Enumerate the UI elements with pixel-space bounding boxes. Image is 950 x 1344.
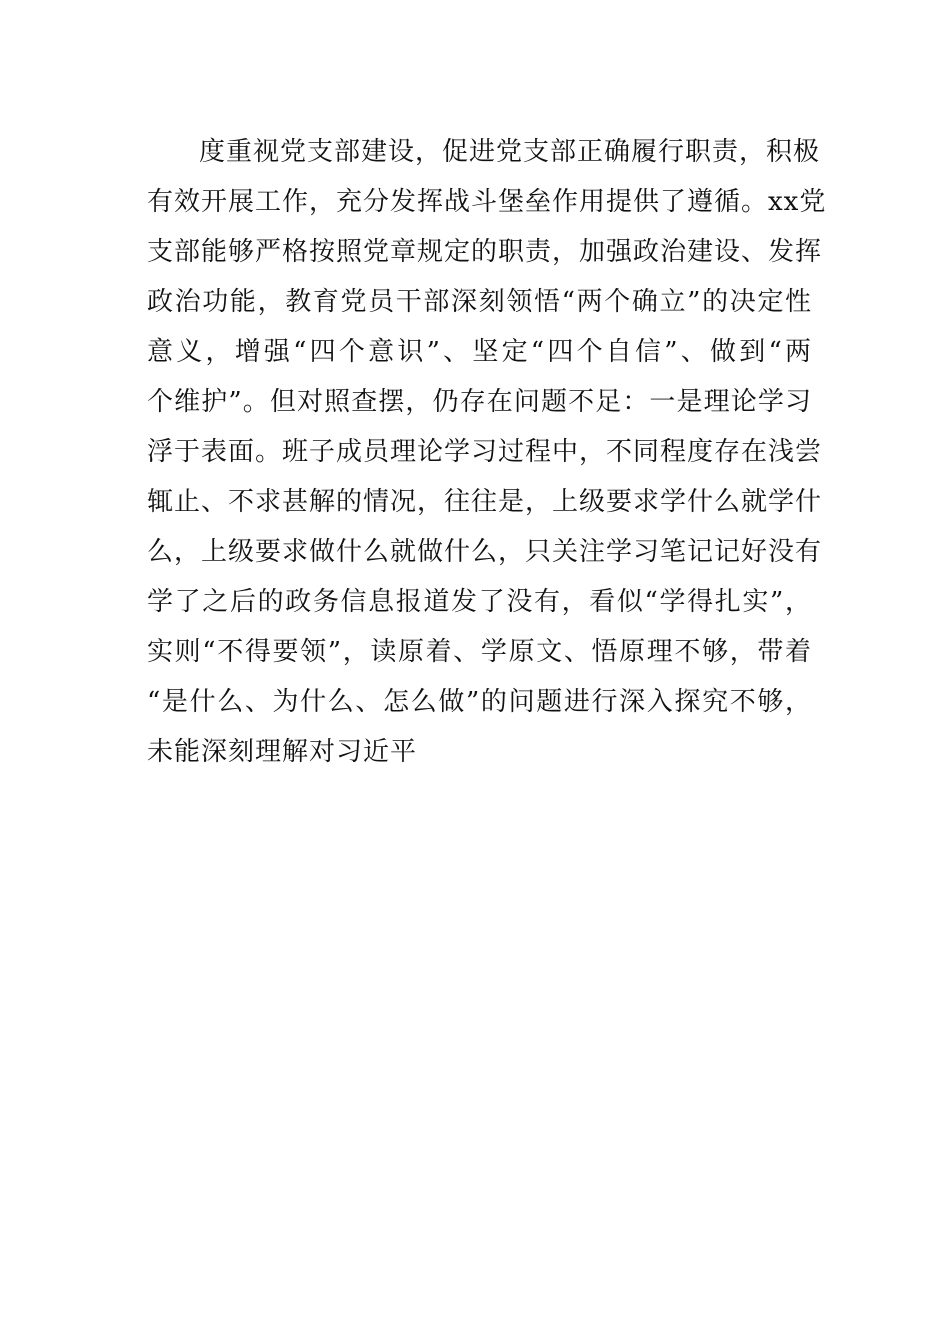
text-line: 浮于表面。班子成员理论学习过程中，不同程度存在浅尝 xyxy=(147,437,823,467)
text-line: 意义，增强“四个意识”、坚定“四个自信”、做到“两 xyxy=(147,337,812,367)
text-line: 有效开展工作，充分发挥战斗堡垒作用提供了遵循。xx党 xyxy=(147,187,827,217)
text-line: 学了之后的政务信息报道发了没有，看似“学得扎实”， xyxy=(147,587,812,617)
text-line: 个维护”。但对照查摆，仍存在问题不足：一是理论学习 xyxy=(147,387,812,417)
text-line: 实则“不得要领”，读原着、学原文、悟原理不够，带着 xyxy=(147,637,812,667)
text-line: 未能深刻理解对习近平 xyxy=(147,737,418,767)
text-line: 么，上级要求做什么就做什么，只关注学习笔记记好没有 xyxy=(147,537,823,567)
body-paragraph xyxy=(147,127,827,777)
text-line: 辄止、不求甚解的情况，往往是，上级要求学什么就学什 xyxy=(147,487,823,517)
text-line: 支部能够严格按照党章规定的职责，加强政治建设、发挥 xyxy=(147,237,823,267)
text-line: “是什么、为什么、怎么做”的问题进行深入探究不够， xyxy=(147,687,812,717)
text-line: 度重视党支部建设，促进党支部正确履行职责，积极 xyxy=(199,137,821,167)
text-line: 政治功能，教育党员干部深刻领悟“两个确立”的决定性 xyxy=(147,287,812,317)
